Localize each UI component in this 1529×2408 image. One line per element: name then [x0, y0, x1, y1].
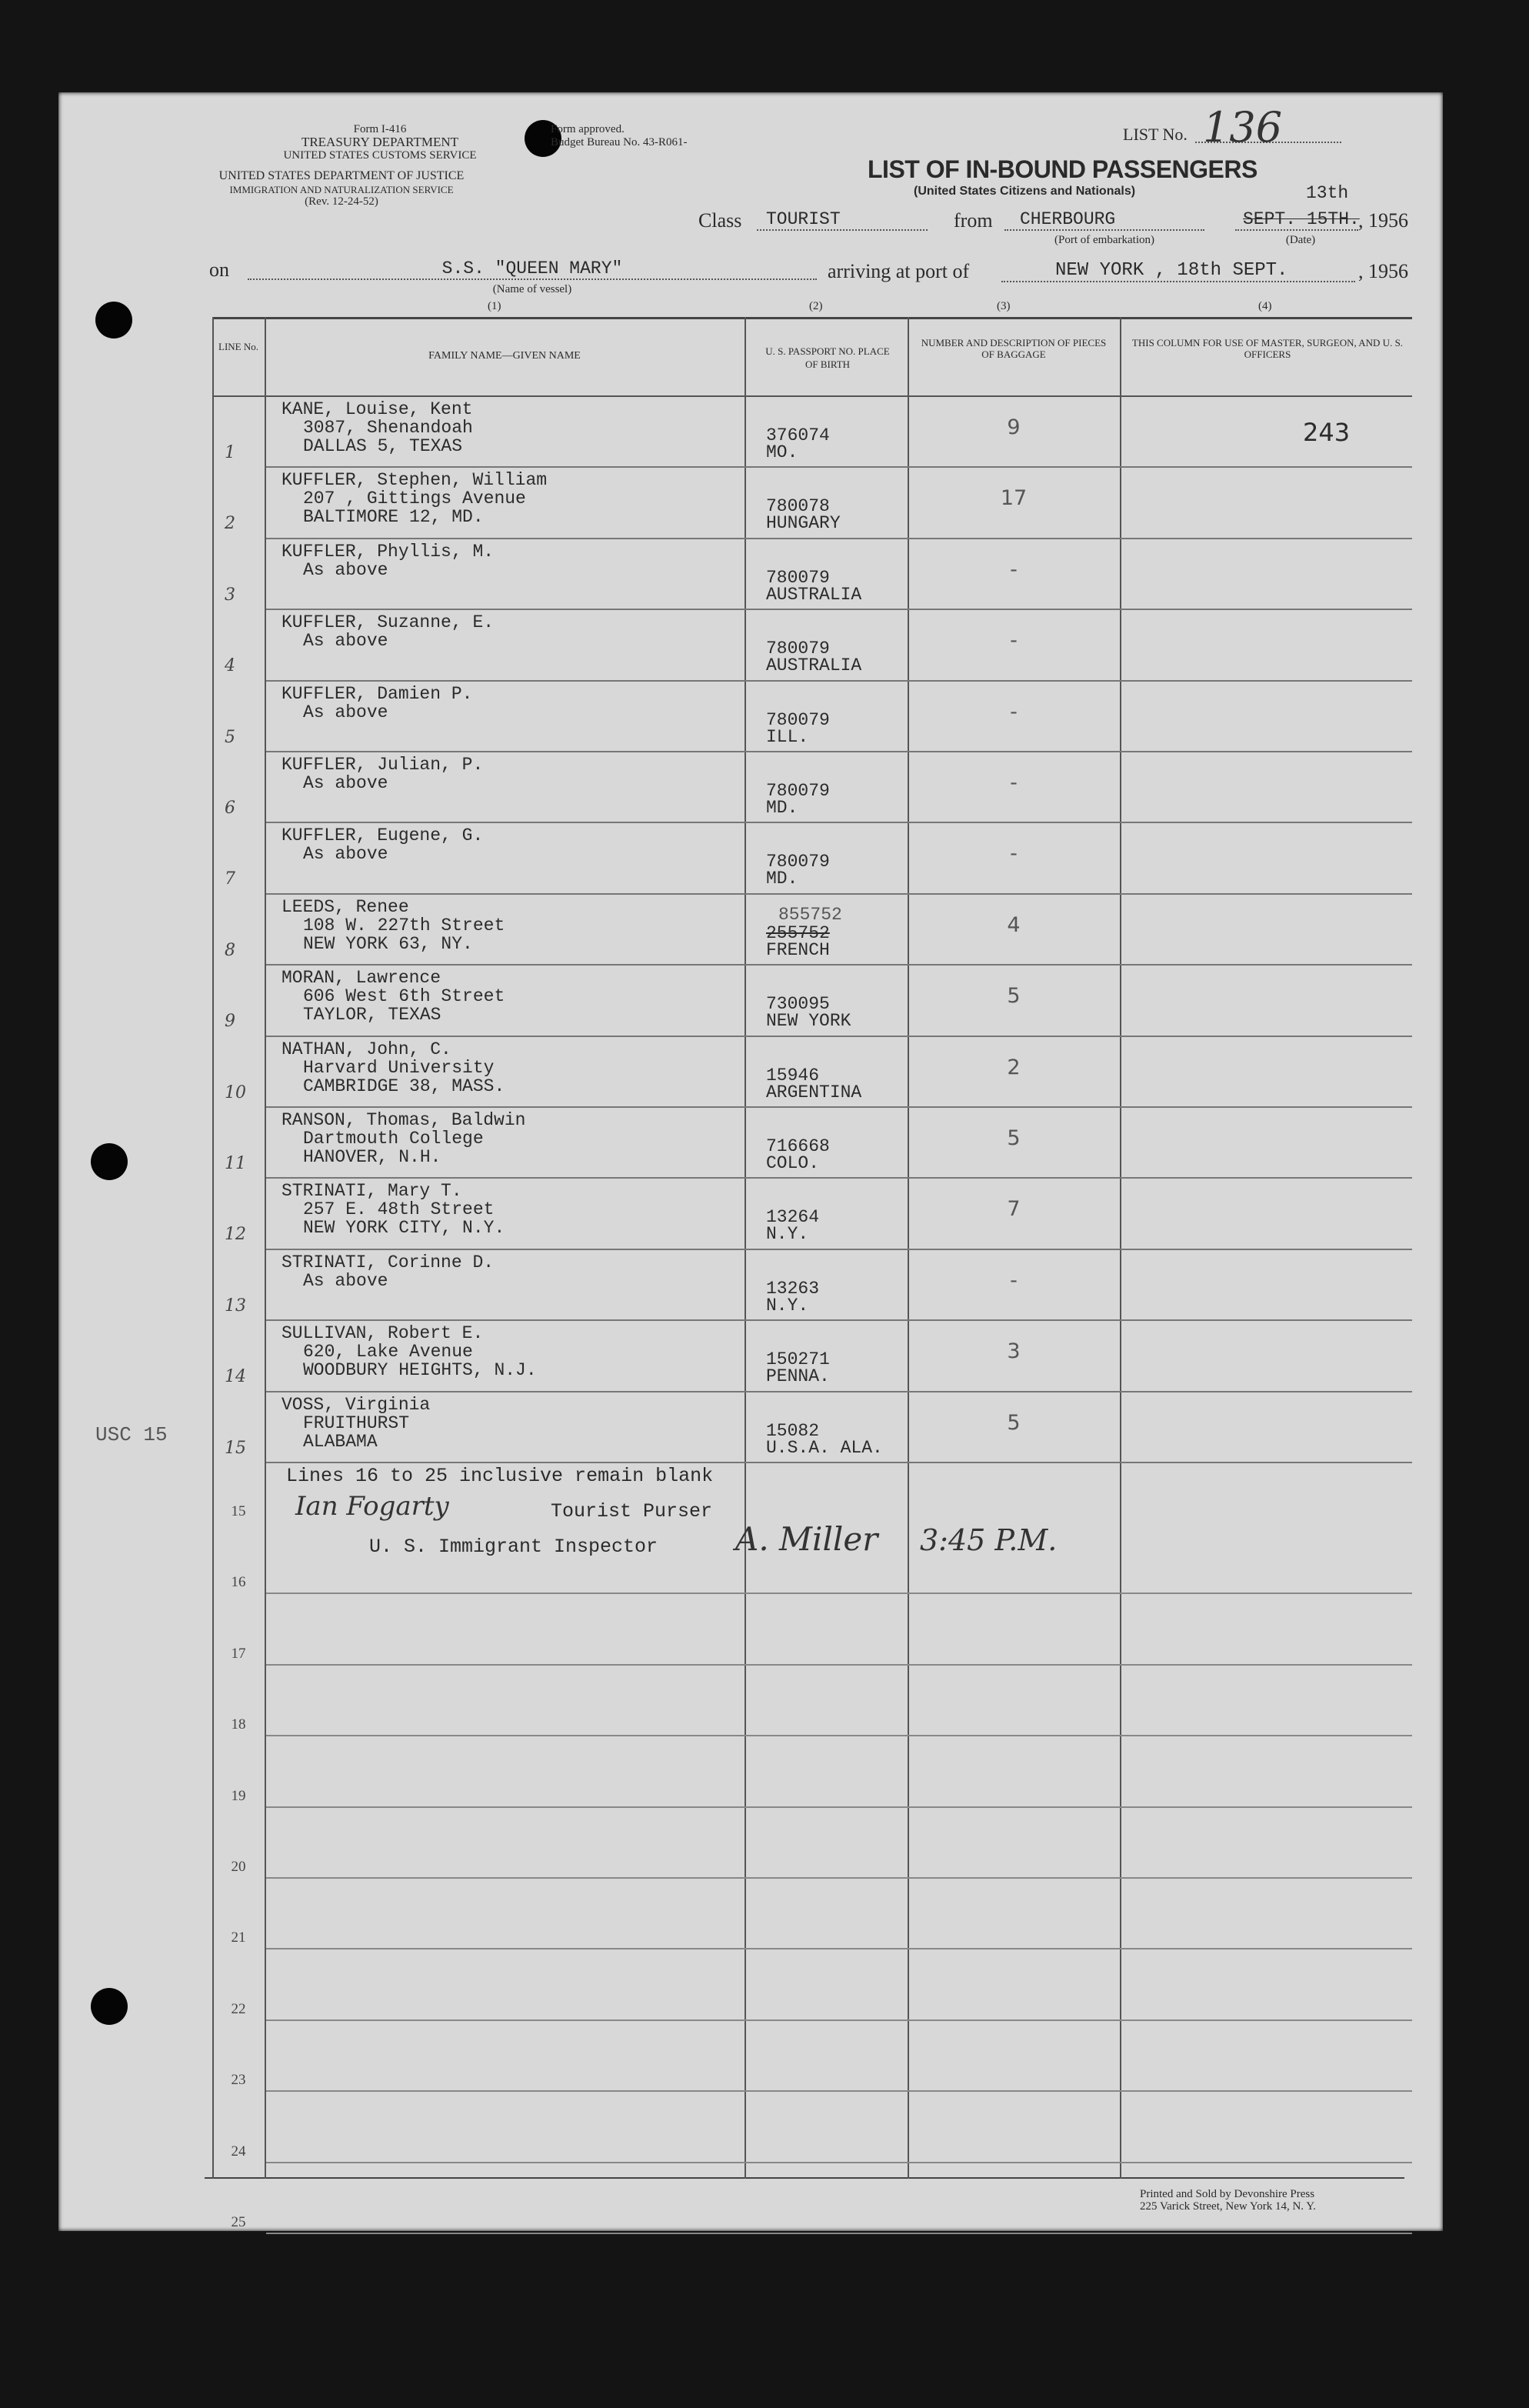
col-header-baggage: NUMBER AND DESCRIPTION OF PIECES OF BAGGAGE: [921, 337, 1107, 360]
passport-number: 780079: [766, 852, 830, 872]
list-label: LIST No.: [1123, 125, 1188, 144]
baggage-count: -: [1010, 771, 1018, 795]
place-of-birth: AUSTRALIA: [766, 655, 862, 676]
passenger-name: STRINATI, Mary T.: [281, 1181, 462, 1202]
row-rule: [266, 964, 1412, 966]
col-header-passport: U. S. PASSPORT NO. PLACE OF BIRTH: [765, 345, 890, 370]
passenger-address-1: As above: [303, 631, 388, 652]
baggage-count: -: [1010, 629, 1018, 653]
row-rule: [266, 1462, 1412, 1463]
port-of-embarkation-label: (Port of embarkation): [1054, 234, 1154, 246]
passport-number: 255752: [766, 922, 830, 943]
passenger-address-2: CAMBRIDGE 38, MASS.: [303, 1076, 505, 1096]
passenger-address-2: NEW YORK CITY, N.Y.: [303, 1218, 505, 1239]
handwritten-line-number: 8: [225, 940, 235, 960]
row-rule: [266, 1177, 1412, 1179]
punch-hole: [95, 302, 132, 339]
handwritten-line-number: 1: [225, 443, 235, 462]
printed-line-number: 22: [231, 2000, 246, 2017]
ins: IMMIGRATION AND NATURALIZATION SERVICE: [229, 184, 454, 195]
date-correction: 13th: [1306, 183, 1349, 203]
blank-row-rule: [266, 1948, 1412, 1949]
blank-row-rule: [266, 2090, 1412, 2092]
passenger-address-1: As above: [303, 559, 388, 580]
passport-number: 376074: [766, 425, 830, 445]
passenger-address-1: As above: [303, 702, 388, 722]
officer-note: 243: [1303, 418, 1351, 447]
col-header-name: FAMILY NAME—GIVEN NAME: [428, 350, 581, 362]
passenger-name: NATHAN, John, C.: [281, 1039, 451, 1059]
class-value: TOURIST: [757, 209, 928, 231]
passenger-address-2: TAYLOR, TEXAS: [303, 1005, 441, 1026]
passenger-name: VOSS, Virginia: [281, 1394, 431, 1415]
passport-number: 780079: [766, 709, 830, 730]
date-value: SEPT. 15TH.: [1235, 209, 1358, 231]
passport-number: 780078: [766, 496, 830, 517]
document-title: LIST OF IN-BOUND PASSENGERS: [868, 155, 1258, 183]
inspection-time: 3:45 P.M.: [920, 1523, 1058, 1557]
inspector-label: U. S. Immigrant Inspector: [369, 1536, 658, 1558]
passenger-name: MORAN, Lawrence: [281, 968, 441, 989]
passport-correction: 855752: [778, 904, 842, 925]
blank-row-rule: [266, 1877, 1412, 1879]
blank-row-rule: [266, 2233, 1412, 2234]
passenger-address-2: HANOVER, N.H.: [303, 1147, 441, 1167]
place-of-birth: ILL.: [766, 726, 809, 747]
passenger-address-2: WOODBURY HEIGHTS, N.J.: [303, 1360, 537, 1381]
passenger-name: KANE, Louise, Kent: [281, 399, 473, 419]
baggage-count: 2: [1007, 1055, 1021, 1079]
from-label: from: [954, 209, 993, 232]
baggage-count: 9: [1007, 415, 1021, 439]
handwritten-line-number: 11: [225, 1154, 246, 1173]
passenger-name: KUFFLER, Eugene, G.: [281, 825, 484, 846]
baggage-count: 5: [1007, 1410, 1021, 1435]
row-rule: [266, 609, 1412, 610]
arrival-port: NEW YORK , 18th SEPT.: [1001, 260, 1355, 282]
row-rule: [266, 538, 1412, 539]
blank-row-rule: [266, 1664, 1412, 1666]
place-of-birth: PENNA.: [766, 1366, 830, 1387]
passenger-name: KUFFLER, Damien P.: [281, 683, 473, 704]
passport-number: 15082: [766, 1420, 820, 1441]
purser-signature: Ian Fogarty: [295, 1491, 449, 1522]
passenger-address-1: 606 West 6th Street: [303, 986, 505, 1007]
from-value: CHERBOURG: [1004, 209, 1204, 231]
printed-line-number: 16: [231, 1574, 246, 1591]
handwritten-line-number: 5: [225, 727, 235, 747]
place-of-birth: MD.: [766, 798, 798, 818]
col-num-3: (3): [997, 300, 1011, 312]
passenger-name: RANSON, Thomas, Baldwin: [281, 1110, 526, 1130]
printed-line-number: 21: [231, 1929, 246, 1946]
baggage-count: 7: [1007, 1197, 1021, 1222]
printed-line-number: 24: [231, 2143, 246, 2160]
table-bottom-rule: [205, 2177, 1404, 2179]
passenger-address-1: 3087, Shenandoah: [303, 418, 473, 438]
passenger-address-1: Dartmouth College: [303, 1129, 484, 1149]
passenger-name: KUFFLER, Phyllis, M.: [281, 541, 495, 562]
row-rule: [266, 1036, 1412, 1037]
punch-hole: [91, 1143, 128, 1180]
printed-line-number: 15: [231, 1503, 246, 1519]
col-header-line: LINE No.: [218, 341, 258, 352]
col-num-1: (1): [488, 300, 501, 312]
row-rule: [266, 1391, 1412, 1392]
place-of-birth: U.S.A. ALA.: [766, 1437, 883, 1458]
list-number: 136: [1203, 103, 1283, 152]
passenger-address-1: As above: [303, 1270, 388, 1291]
row-rule: [266, 1319, 1412, 1321]
passenger-name: LEEDS, Renee: [281, 896, 409, 917]
passenger-address-1: 207 , Gittings Avenue: [303, 489, 526, 509]
baggage-count: 4: [1007, 912, 1021, 937]
place-of-birth: ARGENTINA: [766, 1082, 862, 1102]
form-number: Form I-416: [353, 123, 407, 135]
place-of-birth: MO.: [766, 442, 798, 462]
department-of-justice: UNITED STATES DEPARTMENT OF JUSTICE: [218, 169, 465, 182]
row-rule: [266, 680, 1412, 682]
handwritten-line-number: 2: [225, 514, 235, 534]
on-label: on: [209, 258, 229, 281]
passport-number: 150271: [766, 1349, 830, 1370]
baggage-count: -: [1010, 699, 1018, 724]
passenger-address-1: As above: [303, 844, 388, 865]
inspector-signature: A. Miller: [735, 1520, 878, 1558]
baggage-count: -: [1010, 557, 1018, 582]
handwritten-line-number: 14: [225, 1367, 246, 1387]
blank-row-rule: [266, 1593, 1412, 1594]
baggage-count: 17: [1000, 486, 1028, 511]
year-2: , 1956: [1358, 260, 1408, 282]
year-1: , 1956: [1358, 209, 1408, 232]
place-of-birth: MD.: [766, 869, 798, 889]
manifest-page: [58, 92, 1443, 2231]
passport-number: 15946: [766, 1065, 820, 1086]
blank-row-rule: [266, 1735, 1412, 1736]
blank-lines-note: Lines 16 to 25 inclusive remain blank: [286, 1465, 714, 1487]
passport-number: 780079: [766, 639, 830, 659]
printed-line-number: 25: [231, 2214, 246, 2230]
col-num-2: (2): [809, 300, 823, 312]
place-of-birth: N.Y.: [766, 1295, 809, 1316]
printed-line-number: 19: [231, 1787, 246, 1804]
table-top-rule: [212, 317, 1412, 319]
passenger-address-2: NEW YORK 63, NY.: [303, 933, 473, 954]
passenger-address-2: BALTIMORE 12, MD.: [303, 507, 484, 528]
handwritten-line-number: 15: [225, 1438, 246, 1458]
blank-row-rule: [266, 2019, 1412, 2021]
vessel-label: (Name of vessel): [492, 283, 572, 295]
budget-bureau: Budget Bureau No. 43-R061-: [551, 136, 688, 148]
passenger-name: KUFFLER, Suzanne, E.: [281, 612, 495, 633]
purser-label: Tourist Purser: [551, 1500, 713, 1523]
treasury-department: TREASURY DEPARTMENT: [301, 135, 459, 149]
handwritten-line-number: 4: [225, 656, 235, 676]
passport-number: 13264: [766, 1207, 820, 1228]
place-of-birth: HUNGARY: [766, 513, 841, 534]
arriving-label: arriving at port of: [828, 260, 970, 282]
row-rule: [266, 1249, 1412, 1250]
vessel-name: S.S. "QUEEN MARY": [248, 258, 817, 280]
document-subtitle: (United States Citizens and Nationals): [914, 185, 1136, 198]
baggage-count: 3: [1007, 1339, 1021, 1364]
customs-service: UNITED STATES CUSTOMS SERVICE: [283, 149, 477, 162]
place-of-birth: AUSTRALIA: [766, 584, 862, 605]
baggage-count: -: [1010, 1268, 1018, 1292]
revision: (Rev. 12-24-52): [305, 195, 378, 208]
header-bottom-rule: [212, 395, 1412, 397]
blank-row-rule: [266, 2162, 1412, 2163]
passport-number: 13263: [766, 1278, 820, 1299]
passenger-name: SULLIVAN, Robert E.: [281, 1323, 484, 1344]
place-of-birth: NEW YORK: [766, 1011, 851, 1032]
form-approved: Form approved.: [551, 123, 625, 135]
passenger-address-1: 257 E. 48th Street: [303, 1199, 495, 1220]
handwritten-line-number: 13: [225, 1296, 246, 1316]
passenger-address-1: 108 W. 227th Street: [303, 915, 505, 936]
printed-line-number: 17: [231, 1645, 246, 1662]
passport-number: 730095: [766, 994, 830, 1015]
row-rule: [266, 893, 1412, 895]
punch-hole: [91, 1988, 128, 2025]
row-rule: [266, 822, 1412, 823]
passenger-address-2: ALABAMA: [303, 1431, 378, 1452]
handwritten-line-number: 9: [225, 1012, 235, 1032]
passenger-address-2: DALLAS 5, TEXAS: [303, 436, 463, 456]
side-note: USC 15: [95, 1423, 168, 1446]
table-left-border: [212, 317, 214, 2179]
printed-line-number: 18: [231, 1716, 246, 1733]
class-label: Class: [698, 209, 742, 232]
printer-line-1: Printed and Sold by Devonshire Press: [1140, 2188, 1315, 2200]
row-rule: [266, 751, 1412, 752]
row-rule: [266, 466, 1412, 468]
passenger-address-1: Harvard University: [303, 1057, 495, 1078]
printed-line-number: 23: [231, 2072, 246, 2089]
handwritten-line-number: 12: [225, 1225, 246, 1245]
passenger-address-1: As above: [303, 773, 388, 793]
printed-line-number: 20: [231, 1859, 246, 1875]
date-label: (Date): [1285, 234, 1316, 246]
printer-line-2: 225 Varick Street, New York 14, N. Y.: [1140, 2200, 1316, 2213]
col-header-officers: THIS COLUMN FOR USE OF MASTER, SURGEON, AND U. S. OFFICERS: [1131, 337, 1404, 360]
passport-number: 716668: [766, 1136, 830, 1156]
handwritten-line-number: 7: [225, 869, 235, 889]
passenger-name: KUFFLER, Stephen, William: [281, 470, 548, 491]
passenger-address-1: 620, Lake Avenue: [303, 1342, 473, 1362]
row-rule: [266, 1106, 1412, 1108]
place-of-birth: N.Y.: [766, 1224, 809, 1245]
passenger-address-1: FRUITHURST: [303, 1412, 410, 1433]
passenger-name: STRINATI, Corinne D.: [281, 1252, 495, 1272]
col-num-4: (4): [1258, 300, 1272, 312]
passport-number: 780079: [766, 781, 830, 801]
handwritten-line-number: 3: [225, 585, 235, 605]
place-of-birth: FRENCH: [766, 939, 830, 960]
handwritten-line-number: 6: [225, 799, 235, 818]
passport-number: 780079: [766, 567, 830, 588]
passenger-name: KUFFLER, Julian, P.: [281, 755, 484, 775]
baggage-count: 5: [1007, 984, 1021, 1009]
place-of-birth: COLO.: [766, 1153, 820, 1173]
baggage-count: -: [1010, 842, 1018, 866]
handwritten-line-number: 10: [225, 1082, 246, 1102]
blank-row-rule: [266, 1806, 1412, 1808]
baggage-count: 5: [1007, 1126, 1021, 1150]
